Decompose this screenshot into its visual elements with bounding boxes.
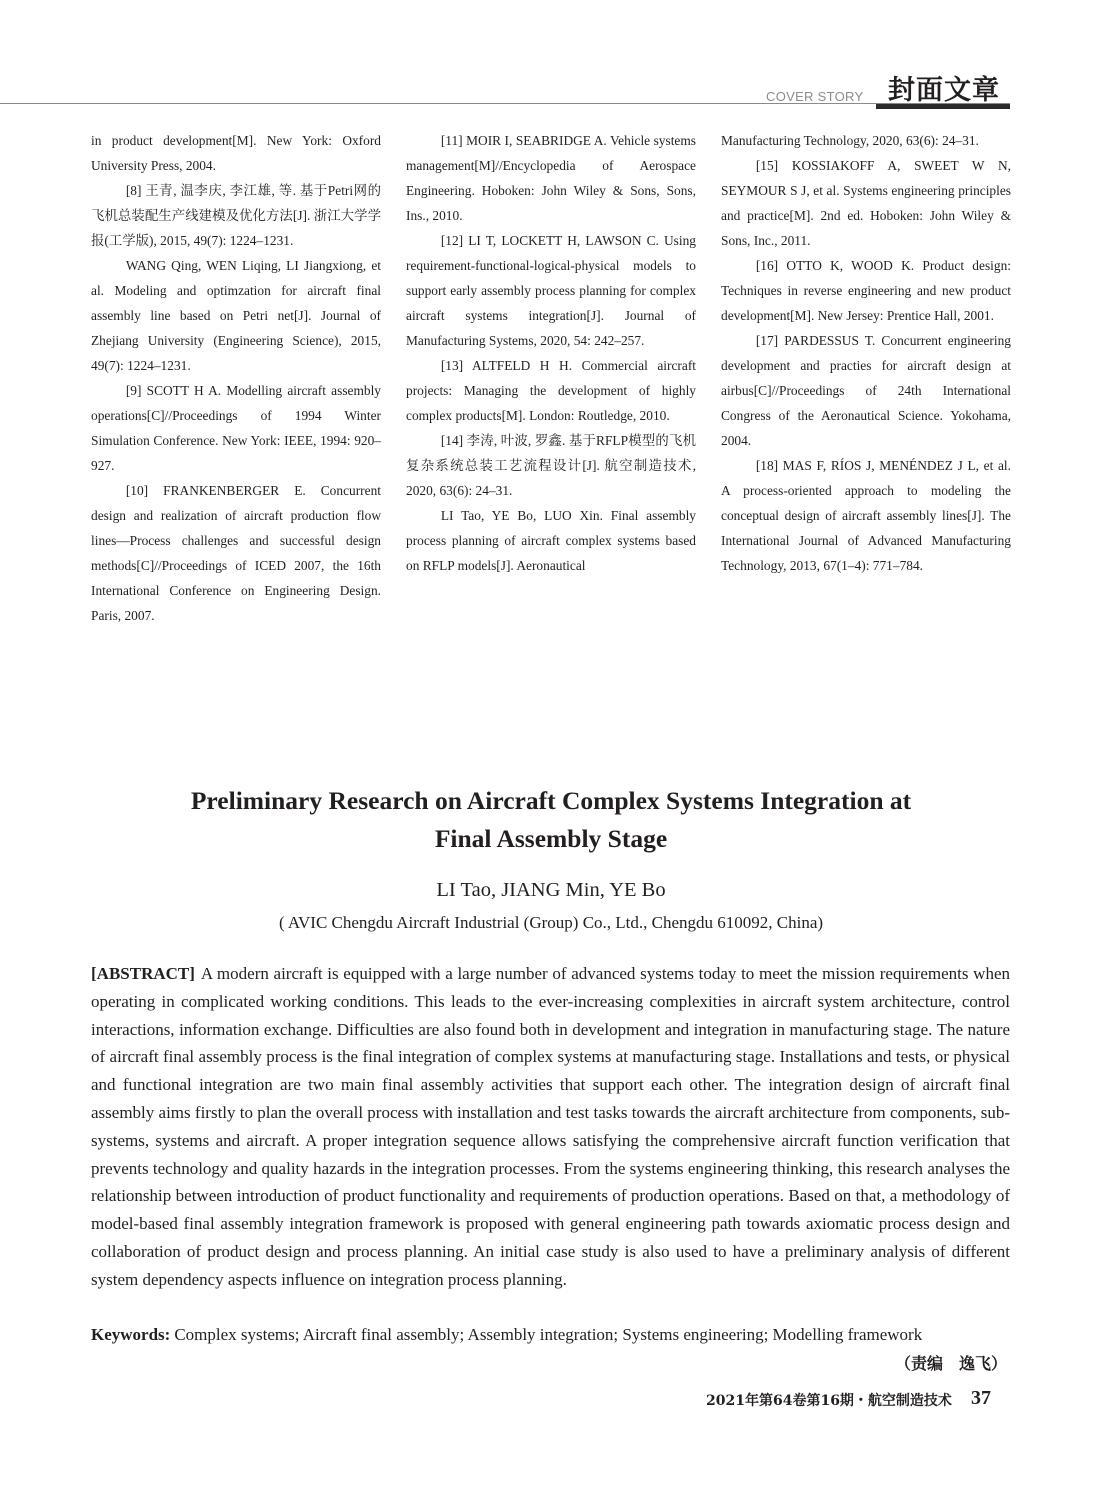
reference-entry: WANG Qing, WEN Liqing, LI Jiangxiong, et al. Modeling and optimzation for aircraft final assembly line based on Petri net[J]. Journal of Zhejiang University (Engineering Science), 2015, 49(7): 1224–1231. <box>91 258 381 373</box>
reference-entry: in product development[M]. New York: Oxford University Press, 2004. <box>91 133 381 173</box>
keywords <box>91 1322 1010 1348</box>
reference-entry: [10] FRANKENBERGER E. Concurrent design and realization of aircraft production flow lines—Process challenges and successful design methods[C]//Proceedings of ICED 2007, the 16th International Conference on Engineering Design. Paris, 2007. <box>91 483 381 623</box>
article-title-line-2: Final Assembly Stage <box>434 824 668 853</box>
reference-entry: [15] KOSSIAKOFF A, SWEET W N, SEYMOUR S J, et al. Systems engineering principles and practice[M]. 2nd ed. Hoboken: John Wiley & Sons, Inc., 2011. <box>721 158 1011 248</box>
reference-entry: LI Tao, YE Bo, LUO Xin. Final assembly process planning of aircraft complex systems based on RFLP models[J]. Aeronautical <box>406 508 696 573</box>
references-column-1 <box>91 128 381 628</box>
section-label-cn: 封面文章 <box>888 75 1000 106</box>
references-column-2 <box>406 128 696 578</box>
keywords-text: Complex systems; Aircraft final assembly; Assembly integration; Systems engineering; Modelling framework <box>174 1325 923 1344</box>
keywords-label: Keywords: <box>91 1325 171 1344</box>
article-title <box>100 782 1002 858</box>
reference-entry: [16] OTTO K, WOOD K. Product design: Techniques in reverse engineering and new product development[M]. New Jersey: Prentice Hall, 2001. <box>721 258 1011 323</box>
abstract-label: [ABSTRACT] <box>91 964 195 983</box>
page-number: 37 <box>971 1387 991 1409</box>
reference-entry: [18] MAS F, RÍOS J, MENÉNDEZ J L, et al. A process-oriented approach to modeling the conceptual design of aircraft assembly lines[J]. The International Journal of Advanced Manufacturing Technology, 2013, 67(1–4): 771–784. <box>721 458 1011 573</box>
reference-entry: [9] SCOTT H A. Modelling aircraft assembly operations[C]//Proceedings of 1994 Winter Simulation Conference. New York: IEEE, 1994: 920–927. <box>91 383 381 473</box>
reference-entry: [11] MOIR I, SEABRIDGE A. Vehicle systems management[M]//Encyclopedia of Aerospace Engineering. Hoboken: John Wiley & Sons, Sons, Ins., 2010. <box>406 133 696 223</box>
references-column-3 <box>721 128 1011 578</box>
reference-entry: [12] LI T, LOCKETT H, LAWSON C. Using requirement-functional-logical-physical models to support early assembly process planning for complex aircraft systems integration[J]. Journal of Manufacturing Systems, 2020, 54: 242–257. <box>406 233 696 348</box>
abstract-text: A modern aircraft is equipped with a large number of advanced systems today to meet the mission requirements when operating in complicated working conditions. This leads to the ever-increasing complexities in aircraft system architecture, control interactions, information exchange. Difficulties are also found both in development and integration in manufacturing stage. The nature of aircraft final assembly process is the final integration of complex systems at manufacturing stage. Installations and tests, or physical and functional integration are two main final assembly activities that support each other. The integration design of aircraft final assembly aims firstly to plan the overall process with installation and test tasks towards the aircraft architecture from components, sub-systems, systems and aircraft. A proper integration sequence allows satisfying the comprehensive aircraft function verification that prevents technology and quality hazards in the integration processes. From the systems engineering thinking, this research analyses the relationship between introduction of product functionality and requirements of production operations. Based on that, a methodology of model-based final assembly integration framework is proposed with general engineering path towards axiomatic process design and collaboration of product design and process planning. An initial case study is also used to have a preliminary analysis of different system dependency aspects influence on integration process planning. <box>91 964 1010 1289</box>
article-authors: LI Tao, JIANG Min, YE Bo <box>436 879 666 901</box>
journal-footer: 2021年第64卷第16期・航空制造技术 <box>706 1393 952 1409</box>
reference-entry: [17] PARDESSUS T. Concurrent engineering development and practies for aircraft design at airbus[C]//Proceedings of 24th International Congress of the Aeronautical Science. Yokohama, 2004. <box>721 333 1011 448</box>
reference-entry: [13] ALTFELD H H. Commercial aircraft projects: Managing the development of highly complex products[M]. London: Routledge, 2010. <box>406 358 696 423</box>
abstract <box>91 960 1010 1294</box>
article-title-line-1: Preliminary Research on Aircraft Complex Systems Integration at <box>190 786 912 815</box>
article-affiliation: ( AVIC Chengdu Aircraft Industrial (Group) Co., Ltd., Chengdu 610092, China) <box>278 913 824 932</box>
reference-entry: [8] 王青, 温李庆, 李江雄, 等. 基于Petri网的飞机总装配生产线建模及优化方法[J]. 浙江大学学报(工学版), 2015, 49(7): 1224–1231. <box>91 183 381 248</box>
reference-entry: [14] 李涛, 叶波, 罗鑫. 基于RFLP模型的飞机复杂系统总装工艺流程设计[J]. 航空制造技术, 2020, 63(6): 24–31. <box>406 433 696 498</box>
section-label-en: COVER STORY <box>766 89 864 104</box>
reference-entry: Manufacturing Technology, 2020, 63(6): 24–31. <box>721 133 979 148</box>
editor-credit: （责编 逸飞） <box>895 1354 1008 1373</box>
